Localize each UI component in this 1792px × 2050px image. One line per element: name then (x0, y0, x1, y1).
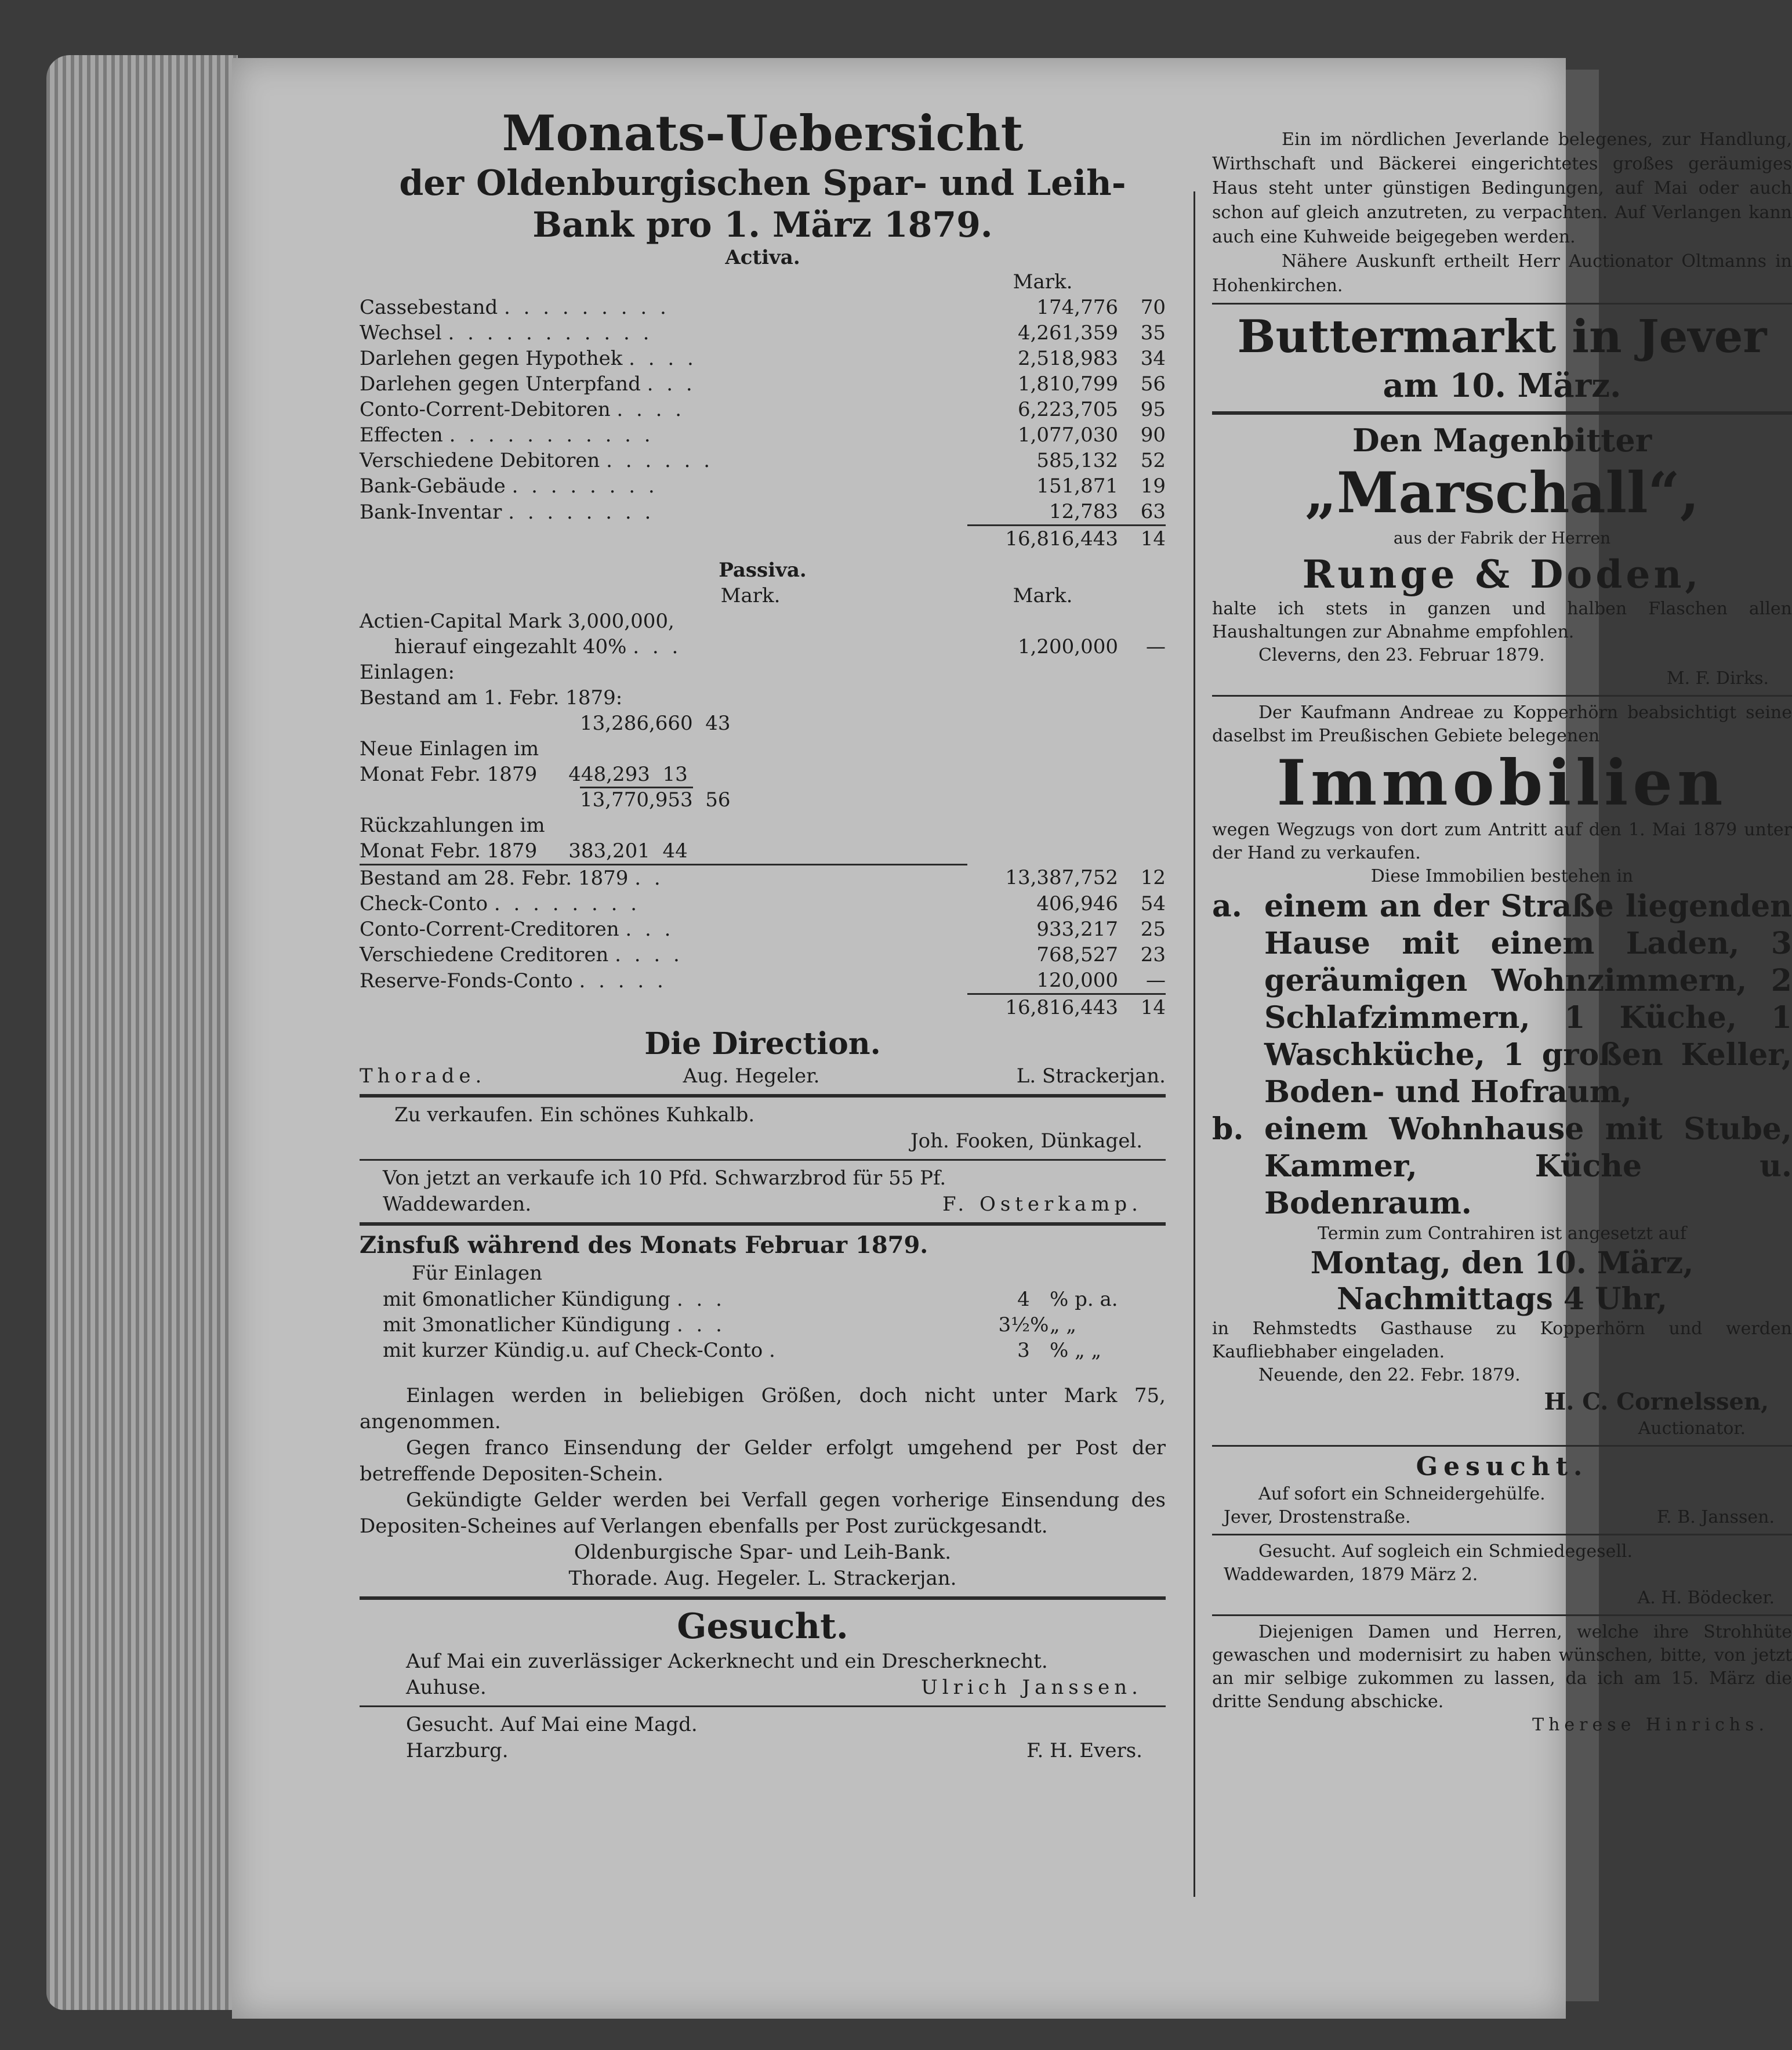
capital-amount: 1,200,000 (1017, 635, 1118, 658)
zins-unit: „ „ (1050, 1313, 1077, 1337)
gesucht-3-text: Gesucht. Auf sogleich ein Schmiedegesell. (1258, 1541, 1633, 1562)
firm-runge-doden: Runge & Doden, (1302, 552, 1702, 597)
gesucht-3-sign: A. H. Bödecker. (1637, 1588, 1775, 1608)
activa-label: Wechsel (360, 321, 442, 345)
activa-cents: 90 (1140, 423, 1166, 447)
immobilien-intro: Der Kaufmann Andreae zu Kopperhörn beabsichtigt seine daselbst im Preußischen Gebiete belegenen (1212, 702, 1792, 746)
passiva-row: Check-Conto . . . . . . . . 406,946 54 (360, 892, 1166, 915)
activa-cents: 63 (1140, 500, 1166, 523)
activa-row: Effecten . . . . . . . . . . . 1,077,030 90 (360, 423, 1166, 447)
divider-rule (360, 1159, 1166, 1161)
zins-signatures: Thorade. Aug. Hegeler. L. Strackerjan. (568, 1567, 957, 1590)
passiva-cents: 23 (1140, 943, 1166, 966)
zinsfuss-table (383, 1287, 1166, 1363)
activa-amount: 4,261,359 (1017, 321, 1118, 345)
bestand-feb1-label: Bestand am 1. Febr. 1879: (360, 686, 623, 709)
activa-label: Cassebestand (360, 296, 498, 319)
neue-einlagen-line-1: Neue Einlagen im (360, 737, 539, 760)
gesucht-sign: Ulrich Janssen. (921, 1676, 1142, 1699)
gesucht-2-place: Jever, Drostenstraße. (1224, 1507, 1411, 1527)
passiva-cents: — (1146, 969, 1166, 992)
magenbitter-heading: Den Magenbitter (1352, 422, 1652, 459)
activa-row: Bank-Inventar . . . . . . . . 12,783 63 (360, 499, 1166, 526)
immobilien-day: Montag, den 10. März, (1310, 1245, 1694, 1281)
newspaper-page (232, 58, 1792, 2019)
gesucht-text: Auf Mai ein zuverlässiger Ackerknecht und ein Drescherknecht. (406, 1650, 1048, 1673)
zins-rate: 4 (1017, 1288, 1030, 1311)
passiva-amount: 406,946 (1036, 892, 1118, 915)
passiva-amount: 768,527 (1036, 943, 1118, 966)
zins-paragraph-3: Gekündigte Gelder werden bei Verfall gegen vorherige Einsendung des Depositen-Scheines auf Verlangen ebenfalls per Post zurückgesandt. (360, 1488, 1166, 1538)
capital-line-2: hierauf eingezahlt 40% (394, 635, 627, 658)
divider-rule (1212, 1534, 1792, 1535)
passiva-cents: 12 (1140, 866, 1166, 890)
subtotal-amount: 13,770,953 (580, 787, 693, 812)
zinsfuss-fuer-einlagen: Für Einlagen (412, 1262, 543, 1285)
immobilien-consist: Diese Immobilien bestehen in (1370, 866, 1634, 886)
zins-paragraph-1: Einlagen werden in beliebigen Größen, doch nicht unter Mark 75, angenommen. (360, 1384, 1166, 1433)
activa-total-amount: 16,816,443 (967, 526, 1118, 552)
gesucht-2-text: Auf sofort ein Schneidergehülfe. (1258, 1484, 1546, 1504)
activa-amount: 1,077,030 (1017, 423, 1118, 447)
ad-haus-more: Nähere Auskunft ertheilt Herr Auctionator Oltmanns in Hohenkirchen. (1212, 251, 1792, 296)
passiva-mark-header-2: Mark. (1013, 584, 1073, 607)
item-a-text: einem an der Straße liegenden Hause mit einem Laden, 3 geräumigen Wohnzimmern, 2 Schlafzimmern, 1 Küche, 1 Waschküche, 1 großen Keller, Boden- und Hofraum, (1264, 889, 1792, 1110)
magd-footer (360, 1738, 1166, 1764)
activa-heading: Activa. (725, 246, 800, 269)
passiva-label: Conto-Corrent-Creditoren (360, 918, 619, 941)
activa-cents: 35 (1140, 321, 1166, 345)
activa-total-cents: 14 (1118, 526, 1166, 552)
gesucht-footer (360, 1675, 1166, 1701)
passiva-cents: 54 (1140, 892, 1166, 915)
ad-kuhkalb-text: Zu verkaufen. Ein schönes Kuhkalb. (394, 1103, 755, 1127)
zins-label: mit kurzer Kündig.u. auf Check-Conto (383, 1339, 763, 1362)
zins-paragraph-2: Gegen franco Einsendung der Gelder erfolgt umgehend per Post der betreffende Depositen-Schein. (360, 1436, 1166, 1486)
strohhuete-sign: Therese Hinrichs. (1532, 1715, 1769, 1735)
activa-amount: 6,223,705 (1017, 398, 1118, 421)
activa-amount: 585,132 (1036, 449, 1118, 472)
activa-cents: 95 (1140, 398, 1166, 421)
passiva-table: Mark. Mark. Actien-Capital Mark 3,000,000, hierauf eingezahlt 40% . . . 1,200,000 — Einlagen: Bestand am 1. Febr. 1879: 13,286,660 43 Neue Einlagen im Monat Febr. 1879 448,293 13 13,770,953 56 Rückzahlungen im Monat Febr. 1879 383,201 44 Bestand am 28. Febr. 1879 . . 13,387,752 12 Check-Conto . . . . . . . . 406,946 54 Conto-Corrent-Creditoren . . . 933,217 25 Verschiedene Creditoren . . . . 768,527 23 Reserve-Fonds-Conto . . . . . 120,000 — 16,816,443 14 (360, 584, 1166, 1019)
item-b-text: einem Wohnhause mit Stube, Kammer, Küche u. Bodenraum. (1264, 1111, 1792, 1221)
activa-label: Verschiedene Debitoren (360, 449, 600, 472)
activa-table (360, 269, 1166, 552)
magd-place: Harzburg. (406, 1739, 509, 1762)
activa-total-row (360, 526, 1166, 552)
activa-row: Wechsel . . . . . . . . . . . 4,261,359 35 (360, 321, 1166, 345)
column-divider (1194, 191, 1195, 1897)
immobilien-title: Immobilien (1276, 747, 1728, 820)
passiva-label: Bestand am 28. Febr. 1879 (360, 867, 629, 890)
neue-einlagen-cents: 13 (662, 763, 688, 786)
divider-rule (360, 1222, 1166, 1226)
divider-rule (360, 1596, 1166, 1600)
bestand-feb1-cents: 43 (705, 712, 731, 735)
divider-rule (360, 1094, 1166, 1098)
rueckzahlungen-line-1: Rückzahlungen im (360, 814, 545, 837)
item-b-letter: b. (1212, 1111, 1244, 1147)
gesucht-heading: Gesucht. (677, 1606, 848, 1647)
immobilien-termin: Termin zum Contrahiren ist angesetzt auf (1318, 1223, 1686, 1244)
activa-cents: 19 (1140, 475, 1166, 498)
zins-rate: 3½% (998, 1313, 1049, 1337)
divider-rule (1212, 1445, 1792, 1447)
gesucht-place: Auhuse. (406, 1676, 487, 1699)
zins-rate: 3 (1017, 1339, 1030, 1362)
ad-schwarzbrod-sign: F. Osterkamp. (942, 1193, 1142, 1216)
passiva-total-row (360, 994, 1166, 1021)
passiva-total-cents: 14 (1118, 994, 1166, 1021)
activa-row: Cassebestand . . . . . . . . . 174,776 70 (360, 296, 1166, 319)
gesucht-3-place: Waddewarden, 1879 März 2. (1224, 1564, 1478, 1585)
ad-kuhkalb-sign: Joh. Fooken, Dünkagel. (910, 1129, 1142, 1153)
passiva-heading: Passiva. (719, 559, 807, 582)
passiva-row: Conto-Corrent-Creditoren . . . 933,217 25 (360, 918, 1166, 941)
neue-einlagen-amount: 448,293 (568, 763, 650, 786)
activa-row: Darlehen gegen Hypothek . . . . 2,518,983 34 (360, 347, 1166, 370)
zins-bank-name: Oldenburgische Spar- und Leih-Bank. (574, 1541, 952, 1564)
activa-label: Darlehen gegen Unterpfand (360, 372, 641, 396)
activa-row: Darlehen gegen Unterpfand . . . 1,810,799 56 (360, 372, 1166, 396)
magenbitter-sign: M. F. Dirks. (1666, 668, 1769, 689)
overview-title: Monats-Uebersicht (502, 104, 1024, 162)
zins-row: mit kurzer Kündig.u. auf Check-Conto . 3 % „ „ (383, 1338, 1166, 1363)
left-column (360, 104, 1166, 1764)
immobilien-role: Auctionator. (1638, 1418, 1746, 1439)
zins-unit: % „ „ (1050, 1339, 1102, 1362)
zins-row: mit 6monatlicher Kündigung . . . 4 % p. a. (383, 1287, 1166, 1312)
passiva-label: Check-Conto (360, 892, 488, 915)
ad-haus-text: Ein im nördlichen Jeverlande belegenes, zur Handlung, Wirthschaft und Bäckerei eingerichtetes großes geräumiges Haus steht unter günstigen Bedingungen, auf Mai oder auch schon auf gleich anzutreten, zu verpachten. Auf Verlangen kann auch eine Kuhweide beigegeben werden. (1212, 129, 1792, 247)
direction-signatures (360, 1063, 1166, 1089)
strohhuete-text: Diejenigen Damen und Herren, welche ihre Strohhüte gewaschen und modernisirt zu haben wünschen, bitte, von jetzt an mir selbige zukommen zu lassen, da ich am 15. März die dritte Sendung abschicke. (1212, 1622, 1792, 1712)
gesucht-2-heading: Gesucht. (1416, 1452, 1588, 1482)
immobilien-item-a (1212, 888, 1792, 1111)
capital-cents: — (1146, 635, 1166, 658)
ad-schwarzbrod-place: Waddewarden. (383, 1193, 532, 1216)
zins-unit: % p. a. (1050, 1288, 1118, 1311)
immobilien-time: Nachmittags 4 Uhr, (1336, 1281, 1668, 1317)
divider-rule (1212, 1614, 1792, 1616)
activa-cents: 34 (1140, 347, 1166, 370)
passiva-amount: 13,387,752 (1005, 866, 1118, 890)
passiva-mark-header-1: Mark. (720, 584, 781, 607)
activa-amount: 2,518,983 (1017, 347, 1118, 370)
signature-strackerjan: L. Strackerjan. (1016, 1064, 1166, 1088)
immobilien-text: wegen Wegzugs von dort zum Antritt auf den 1. Mai 1879 unter der Hand zu verkaufen. (1212, 820, 1792, 863)
divider-rule (1212, 695, 1792, 697)
magd-sign: F. H. Evers. (1026, 1739, 1142, 1762)
mark-column-header: Mark. (1013, 270, 1073, 294)
activa-cents: 56 (1140, 372, 1166, 396)
activa-row: Bank-Gebäude . . . . . . . . 151,871 19 (360, 475, 1166, 498)
magenbitter-place: Cleverns, den 23. Februar 1879. (1258, 645, 1545, 665)
activa-amount: 174,776 (1036, 296, 1118, 319)
direction-heading: Die Direction. (644, 1026, 881, 1062)
ad-schwarzbrod-text: Von jetzt an verkaufe ich 10 Pfd. Schwarzbrod für 55 Pf. (383, 1167, 946, 1190)
passiva-amount: 933,217 (1036, 918, 1118, 941)
zinsfuss-title: Zinsfuß während des Monats Februar 1879. (360, 1232, 928, 1259)
activa-amount: 12,783 (1049, 500, 1118, 523)
activa-amount: 151,871 (1036, 475, 1118, 498)
item-a-letter: a. (1212, 889, 1242, 924)
passiva-row: Reserve-Fonds-Conto . . . . . 120,000 — (360, 968, 1166, 994)
subtotal-cents: 56 (705, 788, 731, 812)
activa-label: Bank-Inventar (360, 500, 502, 524)
overview-subtitle-1: der Oldenburgischen Spar- und Leih- (399, 163, 1126, 204)
passiva-cents: 25 (1140, 918, 1166, 941)
divider-rule (360, 1705, 1166, 1707)
activa-label: Effecten (360, 423, 443, 447)
rueckzahlungen-cents: 44 (662, 839, 688, 863)
activa-row: Verschiedene Debitoren . . . . . . 585,132 52 (360, 449, 1166, 472)
activa-label: Bank-Gebäude (360, 475, 506, 498)
bestand-feb1-amount: 13,286,660 (580, 712, 693, 735)
einlagen-label: Einlagen: (360, 661, 455, 684)
immobilien-item-b (1212, 1111, 1792, 1222)
activa-cents: 52 (1140, 449, 1166, 472)
signature-place: Thorade. (360, 1064, 487, 1088)
gesucht-2-footer (1212, 1506, 1792, 1529)
activa-row: Conto-Corrent-Debitoren . . . . 6,223,705 95 (360, 398, 1166, 421)
passiva-total-amount: 16,816,443 (967, 994, 1118, 1021)
activa-label: Darlehen gegen Hypothek (360, 347, 623, 370)
zins-label: mit 3monatlicher Kündigung (383, 1313, 671, 1337)
marschall-name: „Marschall“, (1304, 460, 1700, 526)
activa-amount: 1,810,799 (1017, 372, 1118, 396)
immobilien-sign: H. C. Cornelssen, (1544, 1388, 1769, 1415)
divider-rule (1212, 411, 1792, 415)
passiva-label: Verschiedene Creditoren (360, 943, 609, 966)
zins-label: mit 6monatlicher Kündigung (383, 1288, 671, 1311)
buttermarkt-date: am 10. März. (1383, 367, 1621, 405)
overview-subtitle-2: Bank pro 1. März 1879. (532, 205, 993, 245)
immobilien-where: in Rehmstedts Gasthause zu Kopperhörn und werden Kaufliebhaber eingeladen. (1212, 1319, 1792, 1362)
capital-line-1: Actien-Capital Mark 3,000,000, (360, 610, 674, 633)
passiva-label: Reserve-Fonds-Conto (360, 969, 573, 993)
passiva-amount: 120,000 (1036, 969, 1118, 992)
rueckzahlungen-amount: 383,201 (568, 839, 650, 863)
activa-cents: 70 (1140, 296, 1166, 319)
activa-label: Conto-Corrent-Debitoren (360, 398, 611, 421)
immobilien-place: Neuende, den 22. Febr. 1879. (1258, 1365, 1521, 1385)
passiva-row: Bestand am 28. Febr. 1879 . . 13,387,752 12 (360, 865, 1166, 892)
neue-einlagen-line-2: Monat Febr. 1879 (360, 763, 538, 786)
magenbitter-from: aus der Fabrik der Herren (1393, 528, 1611, 548)
magd-text: Gesucht. Auf Mai eine Magd. (406, 1713, 698, 1736)
divider-rule (1212, 303, 1792, 305)
right-column (1212, 128, 1792, 1737)
signature-hegeler: Aug. Hegeler. (683, 1064, 820, 1088)
zins-row: mit 3monatlicher Kündigung . . . 3½% „ „ (383, 1312, 1166, 1338)
ad-schwarzbrod-footer (360, 1191, 1166, 1218)
gesucht-2-sign: F. B. Janssen. (1657, 1507, 1775, 1527)
passiva-row: Verschiedene Creditoren . . . . 768,527 23 (360, 943, 1166, 966)
magenbitter-text: halte ich stets in ganzen und halben Flaschen allen Haushaltungen zur Abnahme empfohlen. (1212, 599, 1792, 642)
book-page-edges (46, 55, 238, 2010)
buttermarkt-title: Buttermarkt in Jever (1237, 310, 1767, 363)
rueckzahlungen-line-2: Monat Febr. 1879 (360, 839, 538, 863)
